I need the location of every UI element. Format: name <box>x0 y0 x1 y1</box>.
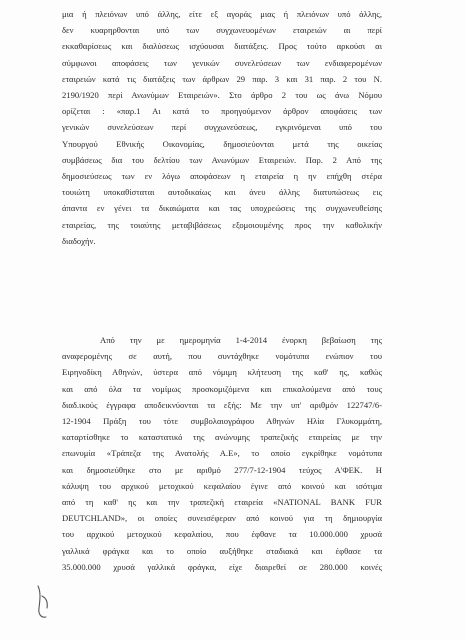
text-line: Από την με ημερομηνία 1-4-2014 ένορκη βεβαίωση της <box>100 335 382 345</box>
text-line: του αρχικού μετοχικού κεφαλαίου, που έφθανε τα 10.000.000 χρυσά <box>62 529 382 540</box>
text-line: και από όλα τα νομίμως προσκομιζόμενα και επικαλούμενα από τους <box>62 383 382 394</box>
text-line: αναφερομένης σε αυτή, που συντάχθηκε νομότυπα ενώπιον του <box>62 351 382 362</box>
text-line: Ειρηνοδίκη Αθηνών, ύστερα από νόμιμη κλήτευση της καθ' ης, καθώς <box>62 367 382 378</box>
text-line: DEUTCHLAND», οι οποίες συνεισέφεραν από κοινού για τη δημιουργία <box>62 513 382 524</box>
text-line: από τη καθ' ης και την τραπεζική εταιρεία «NATIONAL BANK FUR <box>62 497 382 508</box>
text-line: και δημοσιεύθηκε στο με αριθμό 277/7-12-1904 τεύχος Α'ΦΕΚ. Η <box>62 464 382 475</box>
text-line: κάλυψη του αρχικού μετοχικού κεφαλαίου έγινε από κοινού και ισότιμα <box>62 480 382 491</box>
text-line: άπαντα εν γένει τα δικαιώματα και τας υποχρεώσεις της συγχωνευθείσης <box>62 203 382 214</box>
paragraph-2 <box>62 332 382 575</box>
text-line: εταιρείας, της τοιαύτης μεταβιβάσεως εξομοιουμένης προς την καθολικήν <box>62 219 382 230</box>
text-line: Υπουργού Εθνικής Οικονομίας, δημοσιεύονται μετά της οικείας <box>62 138 382 149</box>
text-line: δημοσιεύσεως των εν λόγω αποφάσεων η εταιρεία η ην επήχθη στέρα <box>62 171 382 182</box>
text-line: γενικών συνελεύσεων περί συγχωνεύσεως, εγκρινόμεναι υπό του <box>62 122 382 133</box>
text-line: καταρτίσθηκε το καταστατικό της ανώνυμης τραπεζικής εταιρείας με την <box>62 432 382 443</box>
text-line: 2190/1920 περί Ανωνύμων Εταιρειών». Στο άρθρο 2 του ως άνω Νόμου <box>62 90 382 101</box>
text-line: 35.000.000 χρυσά γαλλικά φράγκα, είχε διαιρεθεί σε 280.000 κοινές <box>62 561 382 572</box>
text-line: σύμφωνοι αποφάσεις των γενικών συνελεύσεων των ενδιαφερομένων <box>62 57 382 68</box>
text-line: εταιρειών κατά τις διατάξεις των άρθρων 29 παρ. 3 και 31 παρ. 2 του Ν. <box>62 73 382 84</box>
text-line: δεν κυαρηρθονται υπό των συγχωνευομένων εταιρειών αι περί <box>62 25 382 36</box>
text-line: διαδοχήν. <box>62 235 96 246</box>
text-line: επωνυμία «Τράπεζα της Ανατολής Α.Ε», το οποίο εγκρίθηκε νομότυπα <box>62 448 382 459</box>
text-line: διαδ.ικούς έγγραφα αποδεικνύονται τα εξής: Με την υπ' αριθμόν 122747/6- <box>62 399 382 410</box>
text-line: εκκαθαρίσεως και διαλύσεως ισχύουσαι διατάξεις. Προς τούτο αρκούσι αι <box>62 41 382 52</box>
text-line: μια ή πλειόνων υπό άλλης, είτε εξ αγοράς μιας ή πλειόνων υπό άλλης, <box>62 9 382 19</box>
text-line: τουιώτη υποκαθίσταται αυτοδικαίως και άνευ άλλης διατυπώσεως εις <box>62 187 382 198</box>
text-line: ορίζεται : «παρ.1 Αι κατά το προηγούμενον άρθρον αποφάσεις των <box>62 106 382 117</box>
text-line: 12-1904 Πράξη του τότε συμβολαιογράφου Αθηνών Ηλία Γλυκομμάτη, <box>62 416 382 427</box>
text-line: γαλλικά φράγκα και το οποίο αυξήθηκε σταδιακά και έφθασε τα <box>62 545 382 556</box>
text-line: συμβάσεως δια του δελτίου των Ανωνύμων Εταιρειών. Παρ. 2 Από της <box>62 154 382 165</box>
paragraph-1 <box>62 6 382 249</box>
handwritten-initial-mark <box>32 582 56 622</box>
